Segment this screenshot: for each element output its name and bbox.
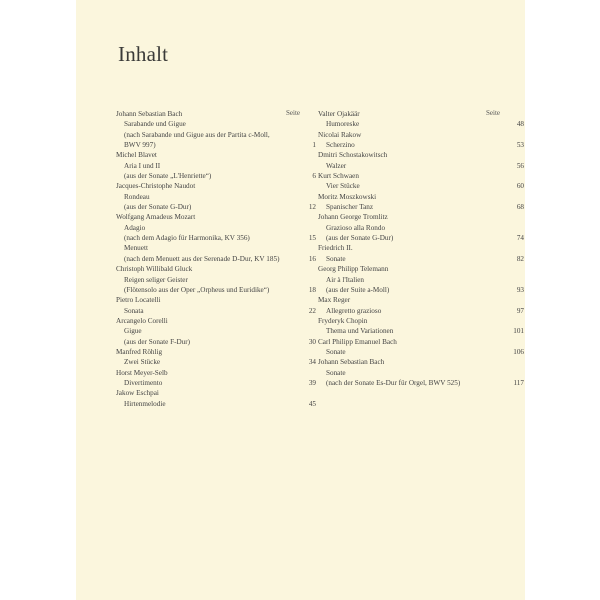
entry-text: Rondeau [124,192,150,201]
entry-text: Sonate [326,368,346,377]
work-entry [116,233,316,243]
entry-text: Jacques-Christophe Naudot [116,182,196,191]
work-entry [116,275,306,285]
entry-text: Carl Philipp Emanuel Bach [318,337,397,346]
composer-entry [116,295,306,305]
entry-text: Christoph Willibald Gluck [116,265,193,274]
entry-text: Grazioso alla Rondo [326,223,386,232]
work-entry [116,357,316,367]
work-entry [116,285,316,295]
page-number: 22 [308,306,316,315]
page-number: 30 [308,337,316,346]
entry-text: (aus der Suite a-Moll) [326,285,390,294]
work-entry [318,161,524,171]
page-number: 16 [308,254,316,263]
composer-entry [318,243,508,253]
entry-text: (aus der Sonate G-Dur) [326,234,394,243]
composer-entry [116,388,306,398]
entry-text: Gigue [124,327,142,336]
composer-entry [116,109,306,119]
composer-entry [318,109,508,119]
entry-text: (nach dem Menuett aus der Serenade D-Dur, KV 185) [124,254,280,263]
work-entry [116,202,316,212]
composer-entry [318,295,508,305]
contents-column-left [116,109,316,409]
entry-text: Vier Stücke [326,182,360,191]
work-entry [116,326,306,336]
work-entry [318,368,508,378]
entry-text: Valter Ojakäär [318,110,360,118]
work-entry [116,378,316,388]
work-entry [116,192,306,202]
entry-text: Sonate [326,347,346,356]
entry-text: Moritz Moszkowski [318,192,377,201]
entry-text: (aus der Sonate G-Dur) [124,203,192,212]
entry-text: (nach Sarabande und Gigue aus der Partita c-Moll, [124,130,270,139]
entry-text: Scherzino [326,141,355,150]
entry-text: Aria I und II [124,161,161,170]
entry-text: Allegretto grazioso [326,306,382,315]
contents-column-right [318,109,524,388]
page-number: 101 [513,327,524,336]
composer-entry [116,212,306,222]
page-number: 18 [308,285,316,294]
page-column-label-right: Seite [486,109,500,117]
composer-entry [116,150,306,160]
entry-text: Pietro Locatelli [116,296,161,305]
work-entry [318,119,524,129]
composer-entry [318,316,508,326]
work-entry [116,337,316,347]
entry-text: Kurt Schwaen [318,172,359,181]
page-number: 60 [516,182,524,191]
composer-entry [318,212,508,222]
entry-text: (aus der Sonate „L'Henriette“) [124,172,212,181]
page-number: 53 [516,141,524,150]
composer-entry [318,357,508,367]
work-entry [318,181,524,191]
work-entry [318,275,508,285]
entry-text: Zwei Stücke [124,358,161,367]
page-number: 6 [312,172,316,181]
entry-text: Sarabande und Gigue [124,120,186,129]
work-entry [318,233,524,243]
entry-text: Air à l'Italien [326,275,365,284]
work-entry [116,399,316,409]
entry-text: Humoreske [326,120,360,129]
entry-text: BWV 997) [124,141,156,150]
entry-text: Divertimento [124,378,163,387]
page-column-label-left: Seite [286,109,300,117]
composer-entry [116,181,306,191]
work-entry [318,347,524,357]
composer-entry [116,316,306,326]
composer-entry [116,264,306,274]
page-number: 68 [516,203,524,212]
page-number: 117 [513,378,524,387]
work-entry [318,285,524,295]
page-number: 15 [308,234,316,243]
entry-text: Reigen seliger Geister [124,275,188,284]
work-entry [318,223,508,233]
entry-text: Walzer [326,161,347,170]
entry-text: (aus der Sonate F-Dur) [124,337,191,346]
page-number: 1 [312,141,316,150]
entry-text: Wolfgang Amadeus Mozart [116,213,196,222]
entry-text: (nach der Sonate Es-Dur für Orgel, BWV 525) [326,378,461,387]
work-entry [116,130,306,140]
work-entry [116,171,316,181]
entry-text: Adagio [124,223,146,232]
work-entry [318,326,524,336]
composer-entry [116,368,306,378]
work-entry [318,254,524,264]
entry-text: Georg Philipp Telemann [318,265,389,274]
entry-text: Menuett [124,244,148,253]
page-title: Inhalt [118,42,169,66]
work-entry [318,140,524,150]
page-number: 56 [516,161,524,170]
page-number: 48 [516,120,524,129]
composer-entry [318,192,508,202]
entry-text: Friedrich II. [318,244,353,253]
composer-entry [318,171,508,181]
work-entry [116,119,306,129]
entry-text: Jakow Eschpai [116,389,159,398]
entry-text: Arcangelo Corelli [116,316,168,325]
work-entry [318,306,524,316]
entry-text: Johann Sebastian Bach [318,358,385,367]
entry-text: Sonata [124,306,144,315]
entry-text: (nach dem Adagio für Harmonika, KV 356) [124,234,250,243]
work-entry [116,223,306,233]
work-entry [116,140,316,150]
entry-text: Dmitri Schostakowitsch [318,151,388,160]
entry-text: Thema und Variationen [326,327,394,336]
entry-text: Spanischer Tanz [326,203,374,212]
entry-text: Johann George Tromlitz [318,213,388,222]
composer-entry [318,150,508,160]
entry-text: Horst Meyer-Selb [116,368,168,377]
work-entry [116,254,316,264]
composer-entry [116,347,306,357]
work-entry [318,202,524,212]
page-number: 106 [513,347,524,356]
composer-entry [318,264,508,274]
page-number: 12 [308,203,316,212]
entry-text: Michel Blavet [116,151,157,160]
composer-entry [318,337,508,347]
entry-text: Sonate [326,254,346,263]
page-number: 82 [516,254,524,263]
entry-text: Manfred Röhlig [116,347,163,356]
composer-entry [318,130,508,140]
page-number: 97 [516,306,524,315]
page-number: 74 [516,234,524,243]
entry-text: Max Reger [318,296,351,305]
entry-text: Hirtenmelodie [124,399,166,408]
entry-text: Nicolai Rakow [318,130,362,139]
work-entry [318,378,524,388]
entry-text: (Flötensolo aus der Oper „Orpheus und Euridike“) [124,285,270,294]
entry-text: Johann Sebastian Bach [116,110,183,118]
page-number: 93 [516,285,524,294]
work-entry [116,243,306,253]
page-number: 34 [308,358,316,367]
page-number: 45 [308,399,316,408]
work-entry [116,306,316,316]
entry-text: Fryderyk Chopin [318,316,368,325]
work-entry [116,161,306,171]
page-number: 39 [308,378,316,387]
